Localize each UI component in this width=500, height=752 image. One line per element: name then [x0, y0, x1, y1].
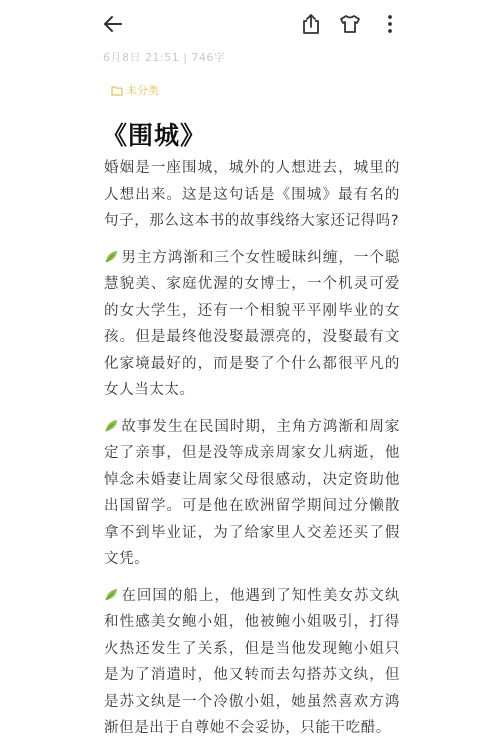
note-title: 《围城》	[102, 121, 207, 150]
paragraph: 故事发生在民国时期，主角方鸿渐和周家定了亲事，但是没等成亲周家女儿病逝，他悼念未婚妻让周家父母很感动，决定资助他出国留学。可是他在欧洲留学期间过分懒散拿不到毕业证，为了给家里人交差还买了假文凭。	[104, 418, 400, 567]
herb-leaf-icon	[104, 587, 119, 602]
paragraph: 男主方鸿渐和三个女性暧昧纠缠，一个聪慧貌美、家庭优渥的女博士，一个机灵可爱的女大学生，还有一个相貌平平刚毕业的女孩。但是最终他没娶最漂亮的，没娶最有文化家境最好的，而是娶了个什么都很平凡的女人当太太。	[104, 249, 400, 398]
more-button[interactable]	[376, 10, 404, 38]
arrow-left-icon	[102, 13, 124, 35]
folder-icon	[111, 85, 123, 96]
category-label: 未分类	[126, 84, 159, 97]
more-vertical-icon	[386, 14, 394, 34]
share-button[interactable]	[297, 10, 325, 38]
herb-leaf-icon	[104, 249, 119, 264]
tshirt-icon	[339, 14, 361, 34]
back-button[interactable]	[99, 10, 127, 38]
herb-leaf-icon	[104, 418, 119, 433]
share-icon	[301, 13, 321, 35]
top-toolbar	[0, 0, 500, 48]
note-content[interactable]	[104, 155, 400, 752]
paragraph: 在回国的船上，他遇到了知性美女苏文纨和性感美女鲍小姐，他被鲍小姐吸引，打得火热还发生了关系，但是当他发现鲍小姐只是为了消遣时，他又转而去勾搭苏文纨，但是苏文纨是一个冷傲小姐，她虽然喜欢方鸿渐但是出于自尊她不会妥协，只能干吃醋。	[104, 587, 400, 736]
paragraph: 婚姻是一座围城，城外的人想进去，城里的人想出来。这是这句话是《围城》最有名的句子，那么这本书的故事线络大家还记得吗?	[104, 160, 400, 229]
category-tag[interactable]	[111, 82, 159, 98]
theme-button[interactable]	[336, 10, 364, 38]
note-meta: 6月8日 21:51 | 746字	[103, 51, 226, 64]
